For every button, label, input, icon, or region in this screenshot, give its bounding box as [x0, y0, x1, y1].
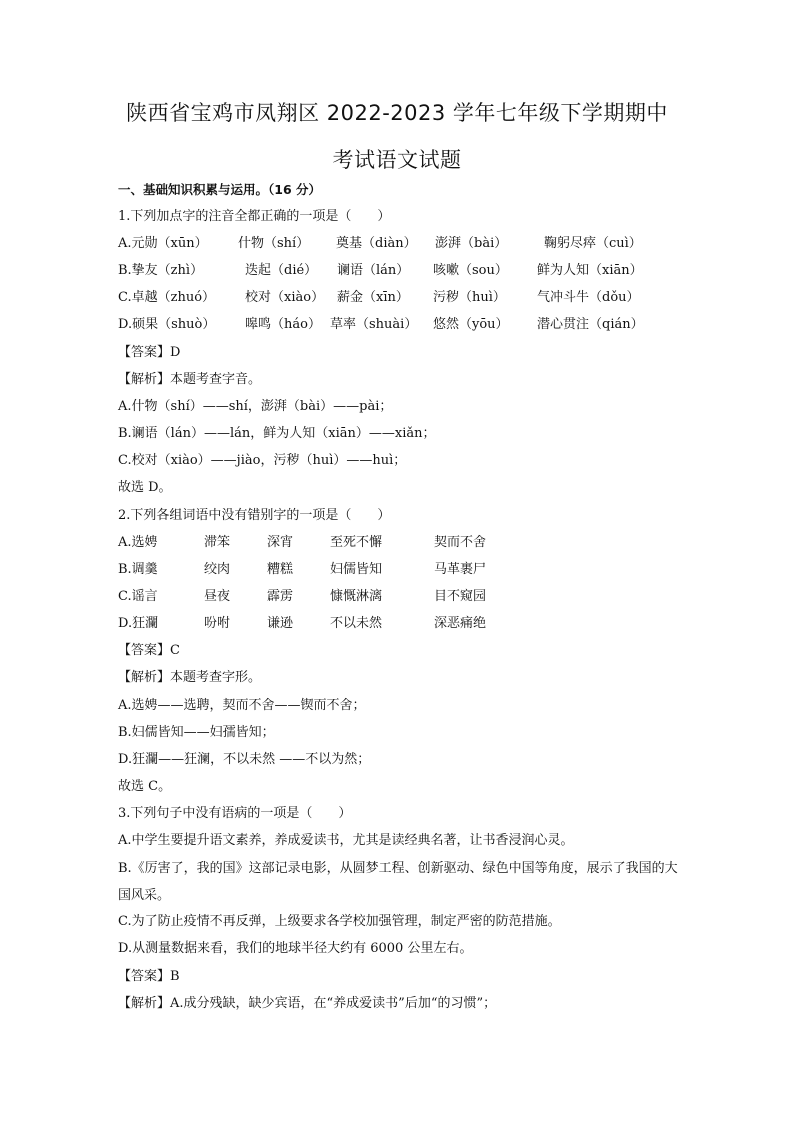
q1-analysis: 【解析】本题考查字音。: [118, 372, 262, 387]
q2-d-2: 吩咐: [204, 616, 231, 631]
q1-d-5: 潜心贯注（qián）: [537, 317, 644, 332]
q1-b-2: 迭起（dié）: [245, 263, 318, 278]
q3-answer: 【答案】B: [118, 969, 180, 984]
q2-d-1: D.狂瀾: [118, 616, 159, 631]
q1-stem: 1.下列加点字的注音全都正确的一项是（ ）: [118, 209, 391, 224]
q2-b-1: B.调羹: [118, 562, 158, 577]
q3-option-a: A.中学生要提升语文素养，养成爱读书，尤其是读经典名著，让书香浸润心灵。: [118, 833, 574, 848]
q2-c-1: C.谣言: [118, 589, 158, 604]
q2-conclusion: 故选 C。: [118, 779, 172, 794]
q1-a-3: 奠基（diàn）: [336, 236, 417, 251]
q1-d-4: 悠然（yōu）: [433, 317, 509, 332]
q2-a-3: 深宵: [267, 535, 294, 550]
q2-answer: 【答案】C: [118, 643, 180, 658]
q3-analysis: 【解析】A.成分残缺，缺少宾语，在“养成爱读书”后加“的习惯”；: [118, 996, 497, 1011]
q3-stem: 3.下列句子中没有语病的一项是（ ）: [118, 806, 352, 821]
q1-d-1: D.硕果（shuò）: [118, 317, 216, 332]
q2-d-4: 不以未然: [330, 616, 383, 631]
q3-option-d: D.从测量数据来看，我们的地球半径大约有 6000 公里左右。: [118, 941, 473, 956]
q1-analysis-b: B.谰语（lán）——lán，鲜为人知（xiān）——xiǎn；: [118, 426, 436, 441]
q2-c-2: 昼夜: [204, 589, 231, 604]
q1-c-3: 薪金（xīn）: [337, 290, 409, 305]
q1-a-4: 澎湃（bài）: [435, 236, 508, 251]
q2-a-5: 契而不舍: [434, 535, 487, 550]
q3-option-c: C.为了防止疫情不再反弹，上级要求各学校加强管理，制定严密的防范措施。: [118, 914, 561, 929]
q1-b-4: 咳嗽（sou）: [433, 263, 508, 278]
q1-b-3: 谰语（lán）: [337, 263, 410, 278]
q2-c-5: 目不窥园: [434, 589, 487, 604]
q1-d-3: 草率（shuài）: [330, 317, 418, 332]
q2-b-5: 马革裹尸: [434, 562, 487, 577]
q2-analysis: 【解析】本题考查字形。: [118, 670, 262, 685]
q1-b-5: 鲜为人知（xiān）: [537, 263, 643, 278]
q1-conclusion: 故选 D。: [118, 480, 172, 495]
q2-d-5: 深恶痛绝: [434, 616, 487, 631]
q1-d-2: 嗥鸣（háo）: [245, 317, 321, 332]
q2-analysis-a: A.选娉——选聘，契而不舍——锲而不舍；: [118, 698, 366, 713]
q2-c-3: 霹雳: [267, 589, 294, 604]
q1-analysis-a: A.什物（shí）——shí，澎湃（bài）——pài；: [118, 399, 393, 414]
q1-c-5: 气冲斗牛（dǒu）: [537, 290, 640, 305]
q2-stem: 2.下列各组词语中没有错别字的一项是（ ）: [118, 508, 391, 523]
q2-d-3: 谦逊: [267, 616, 294, 631]
q2-b-3: 糟糕: [267, 562, 294, 577]
q2-b-4: 妇儒皆知: [330, 562, 383, 577]
q1-c-4: 污秽（huì）: [433, 290, 506, 305]
q1-analysis-c: C.校对（xiào）——jiào，污秽（huì）——huì；: [118, 453, 407, 468]
q1-a-2: 什物（shí）: [238, 236, 310, 251]
q2-analysis-d: D.狂瀾——狂澜，不以未然 ——不以为然；: [118, 752, 371, 767]
q2-a-4: 至死不懈: [330, 535, 383, 550]
q1-c-2: 校对（xiào）: [245, 290, 325, 305]
q2-a-2: 滞笨: [204, 535, 231, 550]
q2-analysis-b: B.妇儒皆知——妇孺皆知；: [118, 725, 275, 740]
q1-answer: 【答案】D: [118, 345, 181, 360]
q1-c-1: C.卓越（zhuó）: [118, 290, 216, 305]
q1-a-1: A.元勋（xūn）: [118, 236, 208, 251]
q3-option-b: B.《厉害了，我的国》这部记录电影，从圆梦工程、创新驱动、绿色中国等角度，展示了我国的大国风采。: [118, 861, 678, 903]
q2-a-1: A.选娉: [118, 535, 158, 550]
title-line-2: 考试语文试题: [332, 148, 462, 172]
q2-b-2: 绞肉: [204, 562, 231, 577]
q2-c-4: 慷慨淋漓: [330, 589, 383, 604]
section-heading: 一、基础知识积累与运用。（16 分）: [118, 182, 321, 197]
q1-a-5: 鞠躬尽瘁（cuì）: [544, 236, 642, 251]
title-line-1: 陕西省宝鸡市凤翔区 2022-2023 学年七年级下学期期中: [126, 101, 668, 125]
q1-b-1: B.挚友（zhì）: [118, 263, 204, 278]
